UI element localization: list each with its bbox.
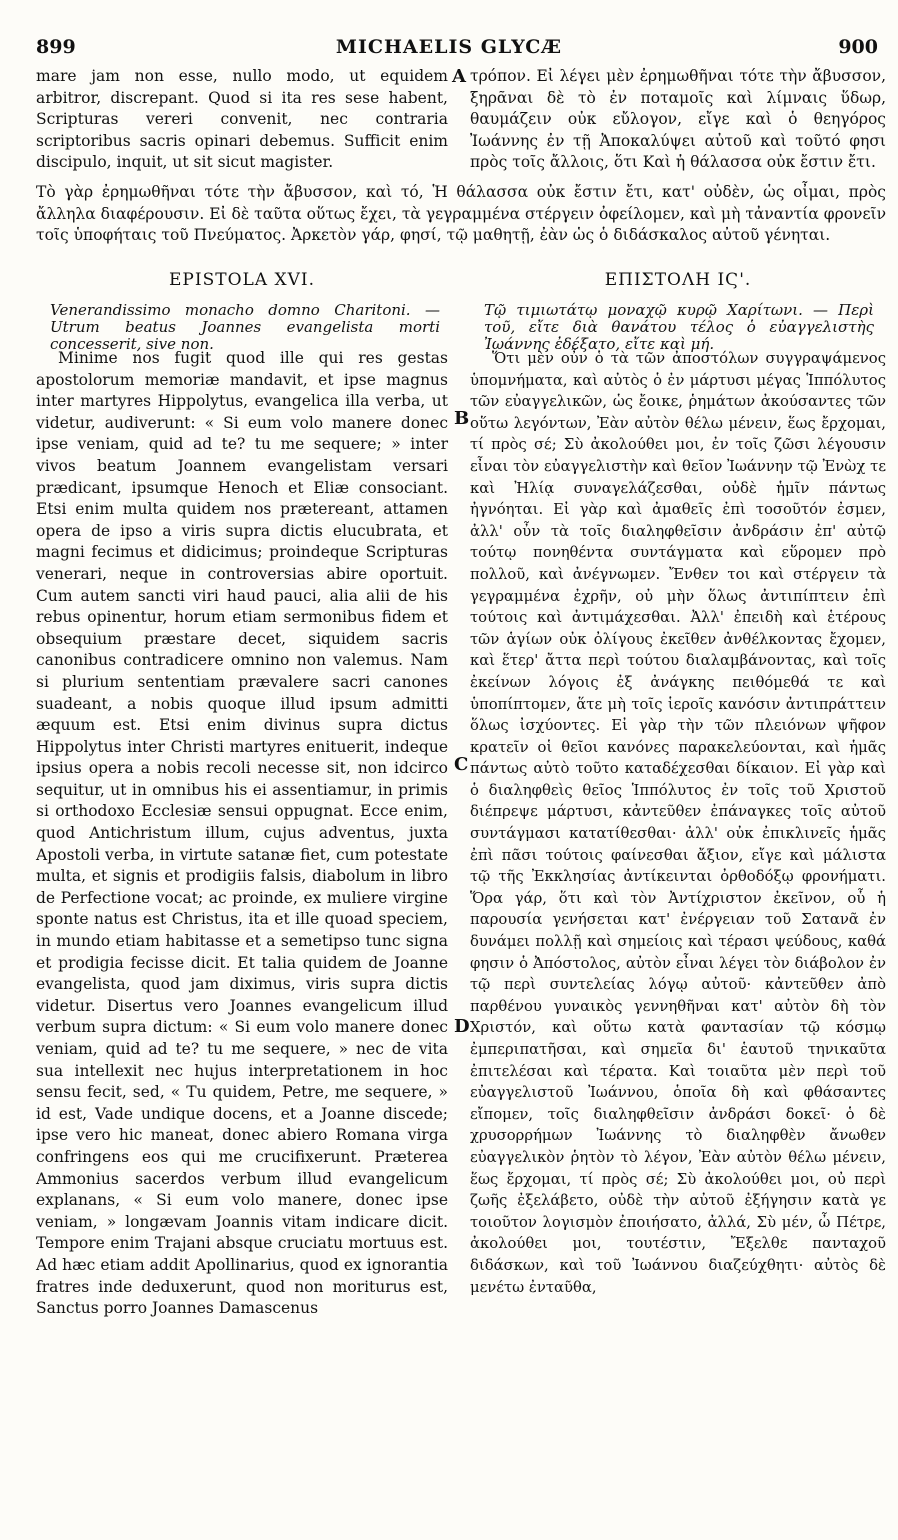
greek-summary: Τῷ τιμιωτάτῳ μοναχῷ κυρῷ Χαρίτωνι. — Περὶ τοῦ, εἴτε διὰ θανάτου τέλος ὁ εὐαγγελιστὴς Ἰωάννης ἐδέξατο, εἴτε καὶ μή. [484,301,874,353]
running-title: MICHAELIS GLYCÆ [335,36,563,58]
margin-letter-b: B [454,408,470,429]
greek-full-width-text: Τὸ γὰρ ἐρημωθῆναι τότε τὴν ἄβυσσον, καὶ τό, Ἡ θάλασσα οὐκ ἔστιν ἔτι, κατ' οὐδὲν, ὡς οἶμαι, πρὸς ἄλληλα διαφέρουσιν. Εἰ δὲ ταῦτα οὕτως ἔχει, τὰ γεγραμμένα στέργειν ὀφείλομεν, καὶ μὴ τἀναντία φρονεῖν τοῖς ὑποφήταις τοῦ Πνεύματος. Ἀρκετὸν γάρ, φησί, τῷ μαθητῇ, ἐὰν ὡς ὁ διδάσκαλος αὐτοῦ γένηται. [36,183,886,244]
latin-epistle-title: EPISTOLA XVI. [169,270,315,290]
margin-letter-c: C [454,754,469,775]
page-number-left: 899 [36,36,76,58]
margin-letter-a: A [452,66,466,87]
margin-letter-d: D [454,1016,470,1037]
top-latin-text: mare jam non esse, nullo modo, ut equidem arbitror, discrepant. Quod si ita res sese habent, Scripturas vereri convenit, nec contraria scriptoribus sacris opinari debemus. Sufficit enim discipulo, inquit, ut sit sicut magister. [36,67,448,171]
page-number-right: 900 [838,36,878,58]
greek-body-text: Ὅτι μὲν οὖν ὁ τὰ τῶν ἀποστόλων συγγραψάμενος ὑπομνήματα, καὶ αὐτὸς ὁ ἐν μάρτυσι μέγας Ἱππόλυτος τῶν εὐαγγελικῶν, ὡς ἔοικε, ῥημάτων ἀκούσαντες τῶν οὕτω λεγόντων, Ἐὰν αὐτὸν θέλω μένειν, ἕως ἔρχομαι, τί πρὸς σέ; Σὺ ἀκολούθει μοι, ἐν τοῖς ζῶσι λέγουσιν εἶναι τὸν εὐαγγελιστὴν καὶ θεῖον Ἰωάννην τῷ Ἐνὼχ τε καὶ Ἠλίᾳ συναγελάζεσθαι, οὐδὲ ἡμῖν πάντως ἠγνόηται. Εἰ γὰρ καὶ ἀμαθεῖς ἐπὶ τοσοῦτόν ἐσμεν, ἀλλ' οὖν τὰ τοῖς διαληφθεῖσιν ἀνδράσιν ἐπ' αὐτῷ τούτῳ πονηθέντα συντάγματα καὶ εὕρομεν πρὸ πολλοῦ, καὶ ἀνέγνωμεν. Ἔνθεν τοι καὶ στέργειν τὰ γεγραμμένα ἐχρῆν, οὐ μὴν ὅλως ἀντιπίπτειν ἐπὶ τούτοις καὶ ἀντιμάχεσθαι. Ἀλλ' ἐπειδὴ καὶ ἑτέρους τῶν ἁγίων οὐκ ὀλίγους ἐκεῖθεν ἀνθέλκοντας ἔχομεν, καὶ ἕτερ' ἄττα περὶ τούτου διαλαμβάνοντας, καὶ τοῖς ἐκείνων λόγοις ἐξ ἀνάγκης πειθόμεθά τε καὶ ὑποπίπτομεν, ἅτε μὴ τοῖς ἱεροῖς κανόσιν ἀντιπράττειν ὅλως ἰσχύοντες. Εἰ γὰρ τὴν τῶν πλειόνων ψῆφον κρατεῖν οἱ θεῖοι κανόνες παρακελεύονται, καὶ ἡμᾶς πάντως αὐτὸ τοῦτο καταδέχεσθαι δίκαιον. Εἰ γὰρ καὶ ὁ διαληφθεὶς θεῖος Ἱππόλυτος ἐν τοῖς τοῦ Χριστοῦ διέπρεψε μάρτυσι, κἀντεῦθεν ἐπάναγκες τοῖς αὐτοῦ συντάγμασι κατατίθεσθαι· ἀλλ' οὐκ ἐπικλινεῖς ἡμᾶς ἐπὶ πᾶσι τούτοις φαίνεσθαι ἄξιον, εἴγε καὶ μάλιστα τῷ τῆς Ἐκκλησίας ἀντίκεινται ὀρθοδόξῳ φρονήματι. Ὅρα γάρ, ὅτι καὶ τὸν Ἀντίχριστον ἐκεῖνον, οὗ ἡ παρουσία γενήσεται κατ' ἐνέργειαν τοῦ Σατανᾶ ἐν δυνάμει πολλῇ καὶ σημείοις καὶ τέρασι ψεύδους, καθά φησιν ὁ Ἀπόστολος, αὐτὸν εἶναι λέγει τὸν διάβολον ἐν τῷ περὶ συντελείας λόγῳ αὐτοῦ· κἀντεῦθεν ἀπὸ παρθένου γυναικὸς γεννηθῆναι κατ' αὐτὸν δὴ τὸν Χριστόν, καὶ οὕτω κατὰ φαντασίαν τῷ κόσμῳ ἐμπεριπατῆσαι, καὶ σημεῖα δι' ἑαυτοῦ τηνικαῦτα ἐπιτελέσαι καὶ τέρατα. Καὶ τοιαῦτα μὲν περὶ τοῦ εὐαγγελιστοῦ Ἰωάννου, ὁποῖα δὴ καὶ φθάσαντες εἴπομεν, τοῖς διαληφθεῖσιν ἀνδράσι δοκεῖ· ὁ δὲ χρυσορρήμων Ἰωάννης τὸ διαληφθὲν ἄνωθεν εὐαγγελικὸν ῥητὸν τὸ λέγον, Ἐὰν αὐτὸν θέλω μένειν, ἕως ἔρχομαι, τί πρὸς σέ; Σὺ ἀκολούθει μοι, οὐ περὶ ζωῆς ἐξελάβετο, οὐδὲ τὴν αὐτοῦ ἐξήγησιν κατὰ γε τοιοῦτον λογισμὸν ἐποιήσατο, ἀλλά, Σὺ μέν, ὦ Πέτρε, ἀκολούθει μοι, τουτέστιν, Ἔξελθε πανταχοῦ διδάσκων, καὶ τοῦ Ἰωάννου διαζεύχθητι· αὐτὸς δὲ μενέτω ἐνταῦθα, [470,350,886,1296]
latin-body-text: Minime nos fugit quod ille qui res gestas apostolorum memoriæ mandavit, et ipse magnus inter martyres Hippolytus, evangelica illa verba, ut videtur, audiverunt: « Si eum volo manere donec ipse veniam, quid ad te? tu me sequere; » inter vivos beatum Joannem evangelistam versari prædicant, ipsumque Henoch et Eliæ consociant. Etsi enim multa quidem nos prætereant, attamen opera de ipso a viris supra dictis elucubrata, et magni fecimus et didicimus; proindeque Scripturas venerari, neque in controversias abire oportuit. Cum autem sancti viri haud pauci, alia alii de his rebus opinentur, horum etiam sermonibus fidem et obsequium præstare decet, siquidem sacris canonibus contradicere omnino non valemus. Nam si plurium sententiam prævalere sacri canones suadeant, a nobis quoque illud ipsum admitti æquum est. Etsi enim divinus supra dictus Hippolytus inter Christi martyres enituerit, indeque ipsius opera a nobis recoli necesse sit, non idcirco sequitur, ut in omnibus his ei assentiamur, in primis si orthodoxo Ecclesiæ sensui oppugnat. Ecce enim, quod Antichristum illum, cujus adventus, juxta Apostoli verba, in virtute satanæ fiet, cum potestate multa, et signis et prodigiis falsis, diabolum in libro de Perfectione vocat; ac proinde, ex muliere virgine sponte natus est Christus, ita et ille quoad speciem, in mundo etiam habitasse et a semetipso tunc signa et prodigia fecisse dicit. Et talia quidem de Joanne evangelista, quod jam diximus, viris supra dictis videtur. Disertus vero Joannes evangelicum illud verbum supra dictum: « Si eum volo manere donec veniam, quid ad te? tu me sequere, » nec de vita sua intellexit nec hujus interpretationem in hoc sensu fecit, sed, « Tu quidem, Petre, me sequere, » id est, Vade undique docens, et a Joanne discede; ipse vero hic maneat, donec abiero Romana virga confringens eos qui me crucifixerunt. Præterea Ammonius sacerdos verbum illud evangelicum explanans, « Si eum volo manere, donec ipse veniam, » longævam Joannis vitam indicare dicit. Tempore enim Trajani absque cruciatu mortuus est. Ad hæc etiam addit Apollinarius, quod ex ignorantia fratres inde deduxerunt, quod non moriturus est, Sanctus porro Joannes Damascenus [36,349,448,1318]
latin-summary: Venerandissimo monacho domno Charitoni. — Utrum beatus Joannes evangelista morti concesserit, sive non. [50,301,440,353]
greek-epistle-title: ΕΠΙΣΤΟΛΗ ΙϚ'. [604,270,752,290]
top-greek-text: τρόπον. Εἰ λέγει μὲν ἐρημωθῆναι τότε τὴν ἄβυσσον, ξηρᾶναι δὲ τὸ ἐν ποταμοῖς καὶ λίμναις ὕδωρ, θαυμάζειν οὐκ εὔλογον, εἴγε καὶ ὁ θεηγόρος Ἰωάννης ἐν τῇ Ἀποκαλύψει αὐτοῦ καὶ τοῦτό φησι πρὸς τοῖς ἄλλοις, ὅτι Καὶ ἡ θάλασσα οὐκ ἔστιν ἔτι. [470,67,886,171]
